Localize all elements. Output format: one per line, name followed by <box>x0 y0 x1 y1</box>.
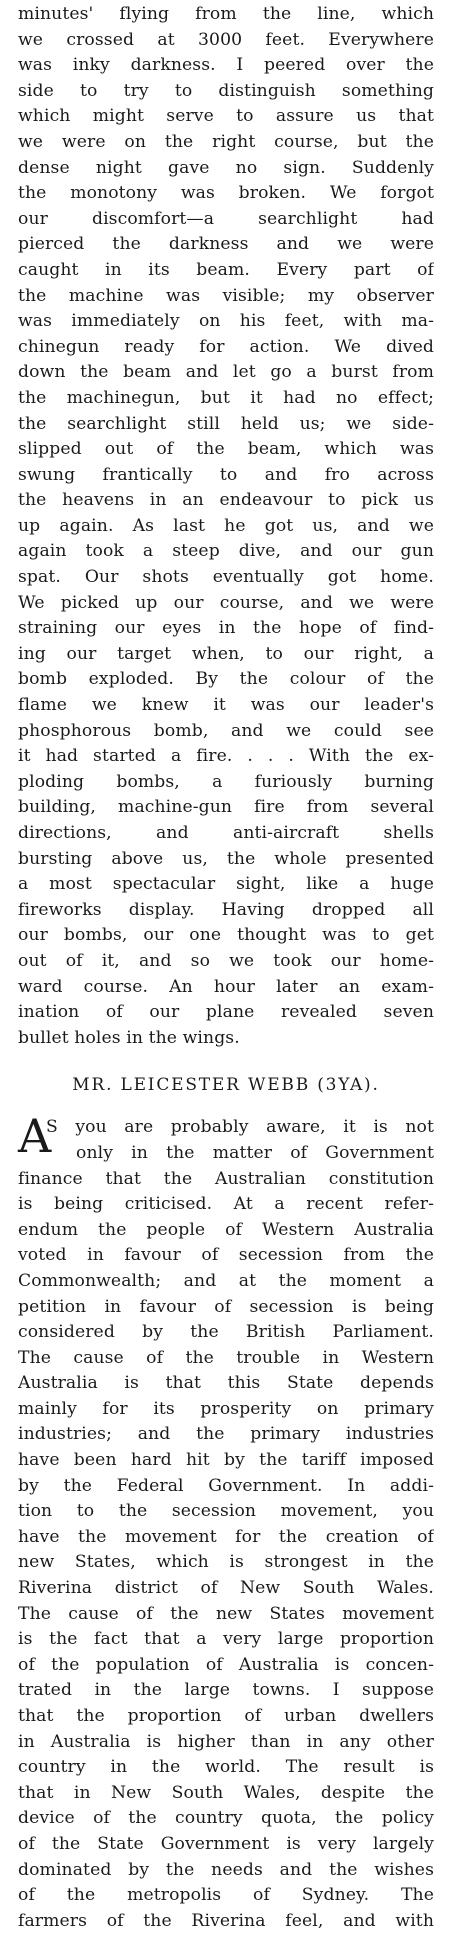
text-line: which might serve to assure us that <box>18 106 434 127</box>
text-line: that in New South Wales, despite the <box>18 1782 434 1803</box>
text-line: by the Federal Government. In addi- <box>18 1475 434 1496</box>
text-line: country in the world. The result is <box>18 1757 434 1778</box>
text-line: the heavens in an endeavour to pick us <box>18 490 434 511</box>
text-line: Commonwealth; and at the moment a <box>18 1270 434 1291</box>
drop-cap: A <box>18 1109 52 1164</box>
text-line: bullet holes in the wings. <box>18 1027 240 1048</box>
text-line: down the beam and let go a burst from <box>18 362 434 383</box>
text-line: chinegun ready for action. We dived <box>18 336 434 357</box>
text-line: is the fact that a very large proportion <box>18 1629 434 1650</box>
text-line: ing our target when, to our right, a <box>18 643 434 664</box>
text-line: we crossed at 3000 feet. Everywhere <box>18 29 434 50</box>
text-line: mainly for its prosperity on primary <box>18 1398 434 1419</box>
text-line: caught in its beam. Every part of <box>18 259 434 280</box>
continued-paragraph <box>18 0 434 1051</box>
text-line: building, machine-gun fire from several <box>18 797 434 818</box>
text-line: the searchlight still held us; we side- <box>18 413 434 434</box>
text-line: it had started a fire. . . . With the ex- <box>18 746 434 767</box>
text-line: out of it, and so we took our home- <box>18 950 434 971</box>
text-line: The cause of the trouble in Western <box>18 1347 434 1368</box>
text-line: flame we knew it was our leader's <box>18 695 434 716</box>
text-line: up again. As last he got us, and we <box>18 515 434 536</box>
text-line: directions, and anti-aircraft shells <box>18 823 434 843</box>
text-line: was immediately on his feet, with ma- <box>18 311 434 332</box>
text-line: the machine was visible; my observer <box>18 285 434 306</box>
text-line: minutes' flying from the line, which <box>18 4 434 24</box>
text-line: our bombs, our one thought was to get <box>18 925 434 946</box>
section-heading: MR. LEICESTER WEBB (3YA). <box>72 1075 380 1096</box>
text-line: have been hard hit by the tariff imposed <box>18 1450 434 1471</box>
text-line: S you are probably aware, it is not <box>46 1117 434 1138</box>
text-line: phosphorous bomb, and we could see <box>18 720 434 741</box>
text-line: voted in favour of secession from the <box>18 1245 434 1266</box>
text-line: swung frantically to and fro across <box>18 464 434 485</box>
text-line: have the movement for the creation of <box>18 1526 434 1547</box>
text-line: pierced the darkness and we were <box>18 234 434 255</box>
text-line: petition in favour of secession is being <box>18 1296 434 1317</box>
text-line: the machinegun, but it had no effect; <box>18 387 434 408</box>
text-line: in Australia is higher than in any other <box>18 1731 434 1752</box>
text-line: again took a steep dive, and our gun <box>18 541 434 562</box>
text-line: industries; and the primary industries <box>18 1424 434 1445</box>
text-line: Australia is that this State depends <box>18 1373 434 1394</box>
text-line: side to try to distinguish something <box>18 80 434 101</box>
text-line: only in the matter of Government <box>76 1142 434 1163</box>
text-line: The cause of the new States movement <box>18 1603 434 1624</box>
text-line: tion to the secession movement, you <box>18 1501 434 1522</box>
text-line: the monotony was broken. We forgot <box>18 183 434 204</box>
text-line: that the proportion of urban dwellers <box>18 1706 434 1726</box>
text-line: trated in the large towns. I suppose <box>18 1680 434 1701</box>
text-line: our discomfort—a searchlight had <box>18 208 434 229</box>
text-line: spat. Our shots eventually got home. <box>18 567 434 588</box>
text-line: bomb exploded. By the colour of the <box>18 669 434 690</box>
text-line: finance that the Australian constitution <box>18 1168 434 1189</box>
text-line: of the population of Australia is concen- <box>18 1654 434 1675</box>
text-line: bursting above us, the whole presented <box>18 848 434 869</box>
text-line: of the metropolis of Sydney. The <box>18 1885 434 1906</box>
text-line: a most spectacular sight, like a huge <box>18 874 434 895</box>
text-line: endum the people of Western Australia <box>18 1219 434 1240</box>
text-line: ploding bombs, a furiously burning <box>18 771 434 792</box>
text-line: We picked up our course, and we were <box>18 592 434 613</box>
text-line: device of the country quota, the policy <box>18 1808 434 1829</box>
text-line: of the State Government is very largely <box>18 1833 434 1854</box>
article-column <box>18 0 434 1934</box>
text-line: ward course. An hour later an exam- <box>18 976 434 997</box>
text-line: Riverina district of New South Wales. <box>18 1578 434 1599</box>
text-line: slipped out of the beam, which was <box>18 439 434 460</box>
text-line: we were on the right course, but the <box>18 131 434 152</box>
speaker-paragraph <box>18 1109 434 1934</box>
text-line: fireworks display. Having dropped all <box>18 899 434 920</box>
text-line: is being criticised. At a recent refer- <box>18 1194 434 1215</box>
text-line: dense night gave no sign. Suddenly <box>18 157 434 178</box>
text-line: ination of our plane revealed seven <box>18 1002 434 1023</box>
text-line: new States, which is strongest in the <box>18 1552 434 1573</box>
text-line: dominated by the needs and the wishes <box>18 1859 434 1880</box>
text-line: was inky darkness. I peered over the <box>18 55 434 76</box>
text-line: farmers of the Riverina feel, and with <box>18 1910 434 1931</box>
text-line: considered by the British Parliament. <box>18 1322 434 1343</box>
text-line: straining our eyes in the hope of find- <box>18 618 434 639</box>
